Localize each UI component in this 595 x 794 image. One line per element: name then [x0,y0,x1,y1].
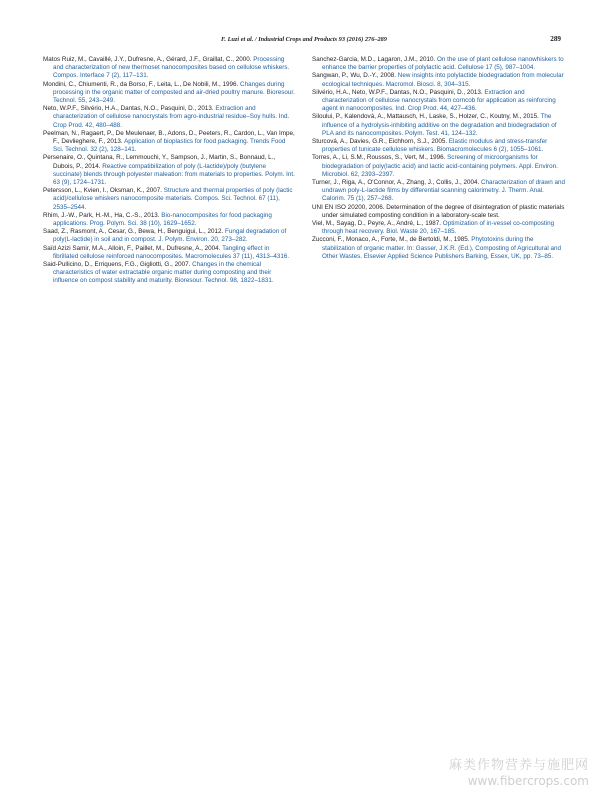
reference-authors: Said-Pullicino, D., Erriquens, F.G., Gigliotti, G., 2007. [43,261,193,269]
reference-authors: Saïd Azizi Samir, M.A., Alloin, F., Paillet, M., Dufresne, A., 2004. [43,244,223,252]
site-watermark [449,757,589,789]
reference-item [43,245,296,261]
references-column-right [312,56,567,261]
reference-authors: Matos Ruiz, M., Cavaillé, J.Y., Dufresne, A., Gérard, J.F., Graillat, C., 2000. [43,56,254,63]
reference-link[interactable]: Changes in the chemical characteristics of water extractable organic matter during composting and their influence on compost stability and maturity. Bioresour. Technol. 98, 1822–1831. [53,261,274,285]
reference-item [43,56,296,81]
reference-link[interactable]: Extraction and characterization of cellulose nanocrystals from agro-industrial residue–Soy hulls. Ind. Crop Prod. 42, 480–488. [53,105,290,129]
reference-link[interactable]: Fungal degradation of poly(L-lactide) in soil and in compost. J. Polym. Environ. 20, 273–282. [53,228,287,244]
reference-link[interactable]: Bio-nanocomposites for food packaging applications. Prog. Polym. Sci. 38 (10), 1629–1652. [53,211,272,228]
reference-link[interactable]: Optimization of in-vessel co-composting through heat recovery. Biol. Waste 20, 167–185. [322,220,555,236]
reference-link[interactable]: Screening of microorganisms for biodegradation of poly(lactic acid) and lactic acid-containing polymers. Appl. Environ. Microbiol. 62, 2393–2397. [322,154,558,178]
reference-item [312,72,567,88]
reference-item [312,220,567,236]
reference-link[interactable]: Phytotoxins during the stabilization of organic matter. In: Gasser, J.K.R. (Ed.), Composting of Agricultural and Other Wastes. Elsevier Applied Science Publishers Barking, Essex, UK, pp. 73–85. [322,236,562,260]
reference-authors: Viel, M., Sayag, D., Peyre, A., André, L., 1987. [312,220,443,228]
reference-authors: Rhim, J.-W., Park, H.-M., Ha, C.-S., 2013. [43,211,162,219]
reference-item [43,212,296,228]
reference-item [312,179,567,204]
reference-item [312,204,567,220]
reference-item [43,228,296,244]
reference-item [312,138,567,154]
reference-authors: Torres, A., Li, S.M., Roussos, S., Vert, M., 1996. [312,154,448,162]
reference-authors: Mondini, C., Chiumenti, R., da Borso, F., Leita, L., De Nobili, M., 1996. [43,80,241,88]
reference-link[interactable]: Changes during processing in the organic matter of composted and air-dried poultry manure. Bioresour. Technol. 55, 243–249. [53,80,295,105]
reference-item [43,105,296,130]
reference-item [43,187,296,212]
reference-authors: Zucconi, F., Monaco, A., Forte, M., de Bertoldi, M., 1985. [312,236,472,244]
reference-authors: Sturcová, A., Davies, G.R., Eichhorn, S.J., 2005. [312,138,449,146]
reference-link[interactable]: Reactive compatibilization of poly (L-lactide)/poly (butylene succinate) blends through polyester maleation: from materials to properties. Polym. Int. 63 (9), 1724–1731. [53,162,295,187]
reference-item [312,89,567,114]
reference-authors: UNI EN ISO 20200, 2006. Determination of the degree of disintegration of plastic materials under simulated composting condition in a laboratory-scale test. [312,203,565,219]
reference-link[interactable]: Processing and characterization of new thermoset nanocomposites based on cellulose whiskers. Compos. Interface 7 (2), 117–131. [53,56,290,80]
reference-item [312,113,567,138]
reference-link[interactable]: Structure and thermal properties of poly (lactic acid)/cellulose whiskers nanocomposite materials. Compos. Sci. Technol. 67 (11), 2535–2544. [53,187,293,211]
reference-authors: Siloului, P., Kalendová, A., Mattausch, H., Laske, S., Holzer, C., Koutny, M., 2015. [312,113,541,121]
reference-item [312,236,567,261]
reference-link[interactable]: New insights into polylactide biodegradation from molecular ecological techniques. Macromol. Biosci. 8, 304–315. [322,72,564,88]
reference-link[interactable]: Elastic modulus and stress-transfer properties of tunicate cellulose whiskers. Biomacromolecules 6 (2), 1055–1061. [322,138,548,154]
reference-authors: Sanchez-Garcia, M.D., Lagaron, J.M., 2010. [312,56,437,63]
reference-authors: Neto, W.P.F., Silvério, H.A., Dantas, N.O., Pasquini, D., 2013. [43,105,216,113]
watermark-site-name: 麻类作物营养与施肥网 [448,758,589,773]
reference-link[interactable]: The influence of a hydrolysis-inhibiting additive on the degradation and biodegradation of PLA and its nanocomposites. Polym. Test. 41, 124–132. [322,113,557,137]
reference-authors: Sangwan, P., Wu, D.-Y., 2008. [312,72,398,80]
reference-item [43,154,296,187]
reference-authors: Peelman, N., Ragaert, P., De Meulenaer, B., Adons, D., Peeters, R., Cardon, L., Van Impe, F., Devlieghere, F., 2013. [43,129,295,146]
reference-link[interactable]: On the use of plant cellulose nanowhiskers to enhance the barrier properties of polylactic acid. Cellulose 17 (5), 987–1004. [322,56,564,72]
reference-item [43,81,296,106]
reference-item [312,56,567,72]
reference-item [312,154,567,179]
reference-item [43,130,296,155]
reference-authors: Petersson, L., Kvien, I., Oksman, K., 2007. [43,187,164,195]
reference-authors: Persenaire, O., Quintana, R., Lemmouchi, Y., Sampson, J., Martin, S., Bonnaud, L., Dubois, P., 2014. [43,154,276,170]
reference-link[interactable]: Tangling effect in fibrillated cellulose reinforced nanocomposites. Macromolecules 37 (11), 4313–4316. [53,244,290,260]
reference-link[interactable]: Characterization of drawn and undrawn poly-L-lactide films by differential scanning calorimetry. J. Therm. Anal. Calorim. 75 (1), 257–268. [322,179,565,203]
reference-item [43,261,296,286]
reference-link[interactable]: Extraction and characterization of cellulose nanocrystals from corncob for application as reinforcing agent in nanocomposites. Ind. Crop Prod. 44, 427–436. [322,88,556,113]
watermark-url: www.fibercrops.com [467,774,589,788]
journal-citation-header: F. Luzi et al. / Industrial Crops and Products 93 (2016) 276–289 [221,36,387,43]
references-column-left [43,56,296,286]
reference-authors: Turner, J., Riga, A., O'Connor, A., Zhang, J., Collis, J., 2004. [312,179,481,187]
page-number: 289 [550,35,561,43]
reference-authors: Silvério, H.A., Neto, W.P.F., Dantas, N.O., Pasquini, D., 2013. [312,88,485,96]
running-header [43,35,565,45]
reference-link[interactable]: Application of bioplastics for food packaging. Trends Food Sci. Technol. 32 (2), 128–141. [53,138,286,154]
reference-authors: Saad, Z., Rasmont, A., Cesar, G., Bewa, H., Benguigui, L., 2012. [43,228,226,236]
